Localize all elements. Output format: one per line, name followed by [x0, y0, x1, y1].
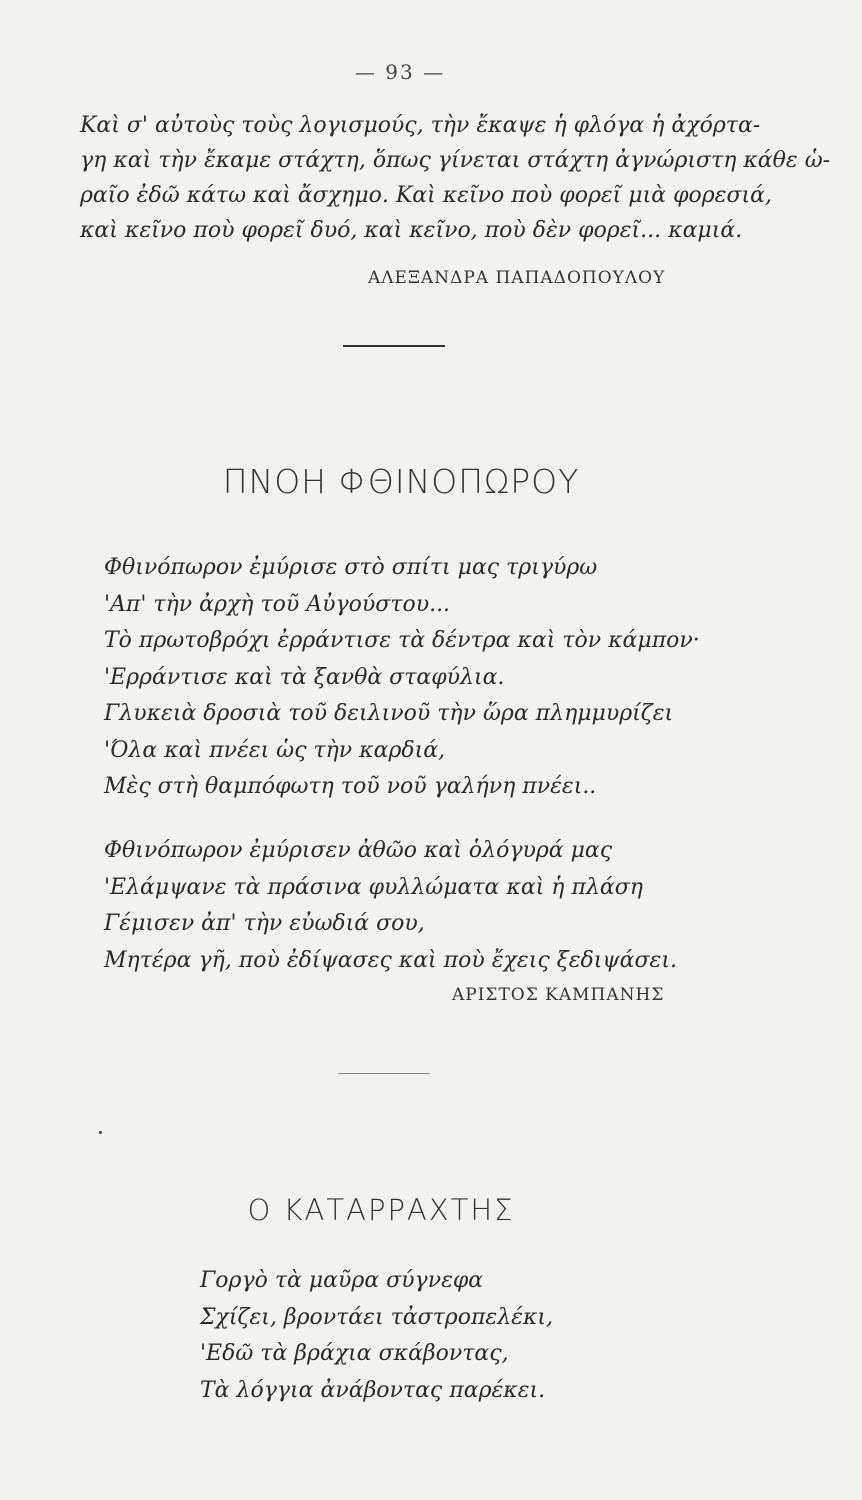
- verse-line: Μητέρα γῆ, ποὺ ἐδίψασες καὶ ποὺ ἔχεις ξεδιψάσει.: [104, 947, 677, 973]
- page-number: — 93 —: [354, 60, 446, 84]
- poem-stanza: [104, 550, 700, 806]
- verse-line: Τὸ πρωτοβρόχι ἐρράντισε τὰ δέντρα καὶ τὸν κάμπον·: [104, 628, 700, 653]
- verse-line: 'Απ' τὴν ἀρχὴ τοῦ Αὐγούστου...: [104, 591, 451, 617]
- author-signature-kampanis: ΑΡΙΣΤΟΣ ΚΑΜΠΑΝΗΣ: [452, 985, 665, 1005]
- verse-line: Γοργὸ τὰ μαῦρα σύγνεφα: [200, 1268, 484, 1293]
- section-divider: [338, 1073, 430, 1074]
- poem-title-katarrachtis: Ο ΚΑΤΑΡΡΑΧΤΗΣ: [247, 1193, 515, 1227]
- poem-stanza: [200, 1263, 553, 1409]
- prose-line: Καὶ σ' αὐτοὺς τοὺς λογισμούς, τὴν ἔκαψε ἡ φλόγα ἡ ἀχόρτα-: [80, 113, 761, 138]
- verse-line: Φθινόπωρον ἐμύρισε στὸ σπίτι μας τριγύρω: [104, 555, 598, 580]
- verse-line: Τὰ λόγγια ἀνάβοντας παρέκει.: [200, 1377, 546, 1403]
- verse-line: 'Όλα καὶ πνέει ὡς τὴν καρδιά,: [104, 737, 446, 763]
- section-divider: [343, 345, 445, 347]
- author-signature-papadopoulou: ΑΛΕΞΑΝΔΡΑ ΠΑΠΑΔΟΠΟΥΛΟΥ: [368, 268, 666, 288]
- prose-line: καὶ κεῖνο ποὺ φορεῖ δυό, καὶ κεῖνο, ποὺ δὲν φορεῖ... καμιά.: [80, 218, 743, 243]
- prose-paragraph: [80, 108, 831, 248]
- verse-line: Μὲς στὴ θαμπόφωτη τοῦ νοῦ γαλήνη πνέει..: [104, 774, 597, 799]
- poem-title-pnoi-fthinoporou: ΠΝΟΗ ΦΘΙΝΟΠΩΡΟΥ: [222, 462, 580, 501]
- verse-line: Γλυκειὰ δροσιὰ τοῦ δειλινοῦ τὴν ὥρα πλημμυρίζει: [104, 701, 674, 726]
- verse-line: Γέμισεν ἀπ' τὴν εὐωδιά σου,: [104, 911, 425, 936]
- verse-line: 'Ελάμψανε τὰ πράσινα φυλλώματα καὶ ἡ πλάση: [104, 874, 643, 900]
- verse-line: Σχίζει, βροντάει τἀστροπελέκι,: [200, 1304, 554, 1330]
- verse-line: 'Ερράντισε καὶ τὰ ξανθὰ σταφύλια.: [104, 664, 505, 690]
- prose-line: γη καὶ τὴν ἔκαμε στάχτη, ὅπως γίνεται στάχτη ἀγνώριστη κάθε ὡ-: [80, 148, 831, 173]
- prose-line: ραῖο ἐδῶ κάτω καὶ ἄσχημο. Καὶ κεῖνο ποὺ φορεῖ μιὰ φορεσιά,: [80, 183, 772, 208]
- poem-stanza: [104, 833, 677, 979]
- verse-line: Φθινόπωρον ἐμύρισεν ἀθῶο καὶ ὁλόγυρά μας: [104, 838, 613, 863]
- print-speck: [99, 1131, 102, 1134]
- verse-line: 'Εδῶ τὰ βράχια σκάβοντας,: [200, 1341, 509, 1366]
